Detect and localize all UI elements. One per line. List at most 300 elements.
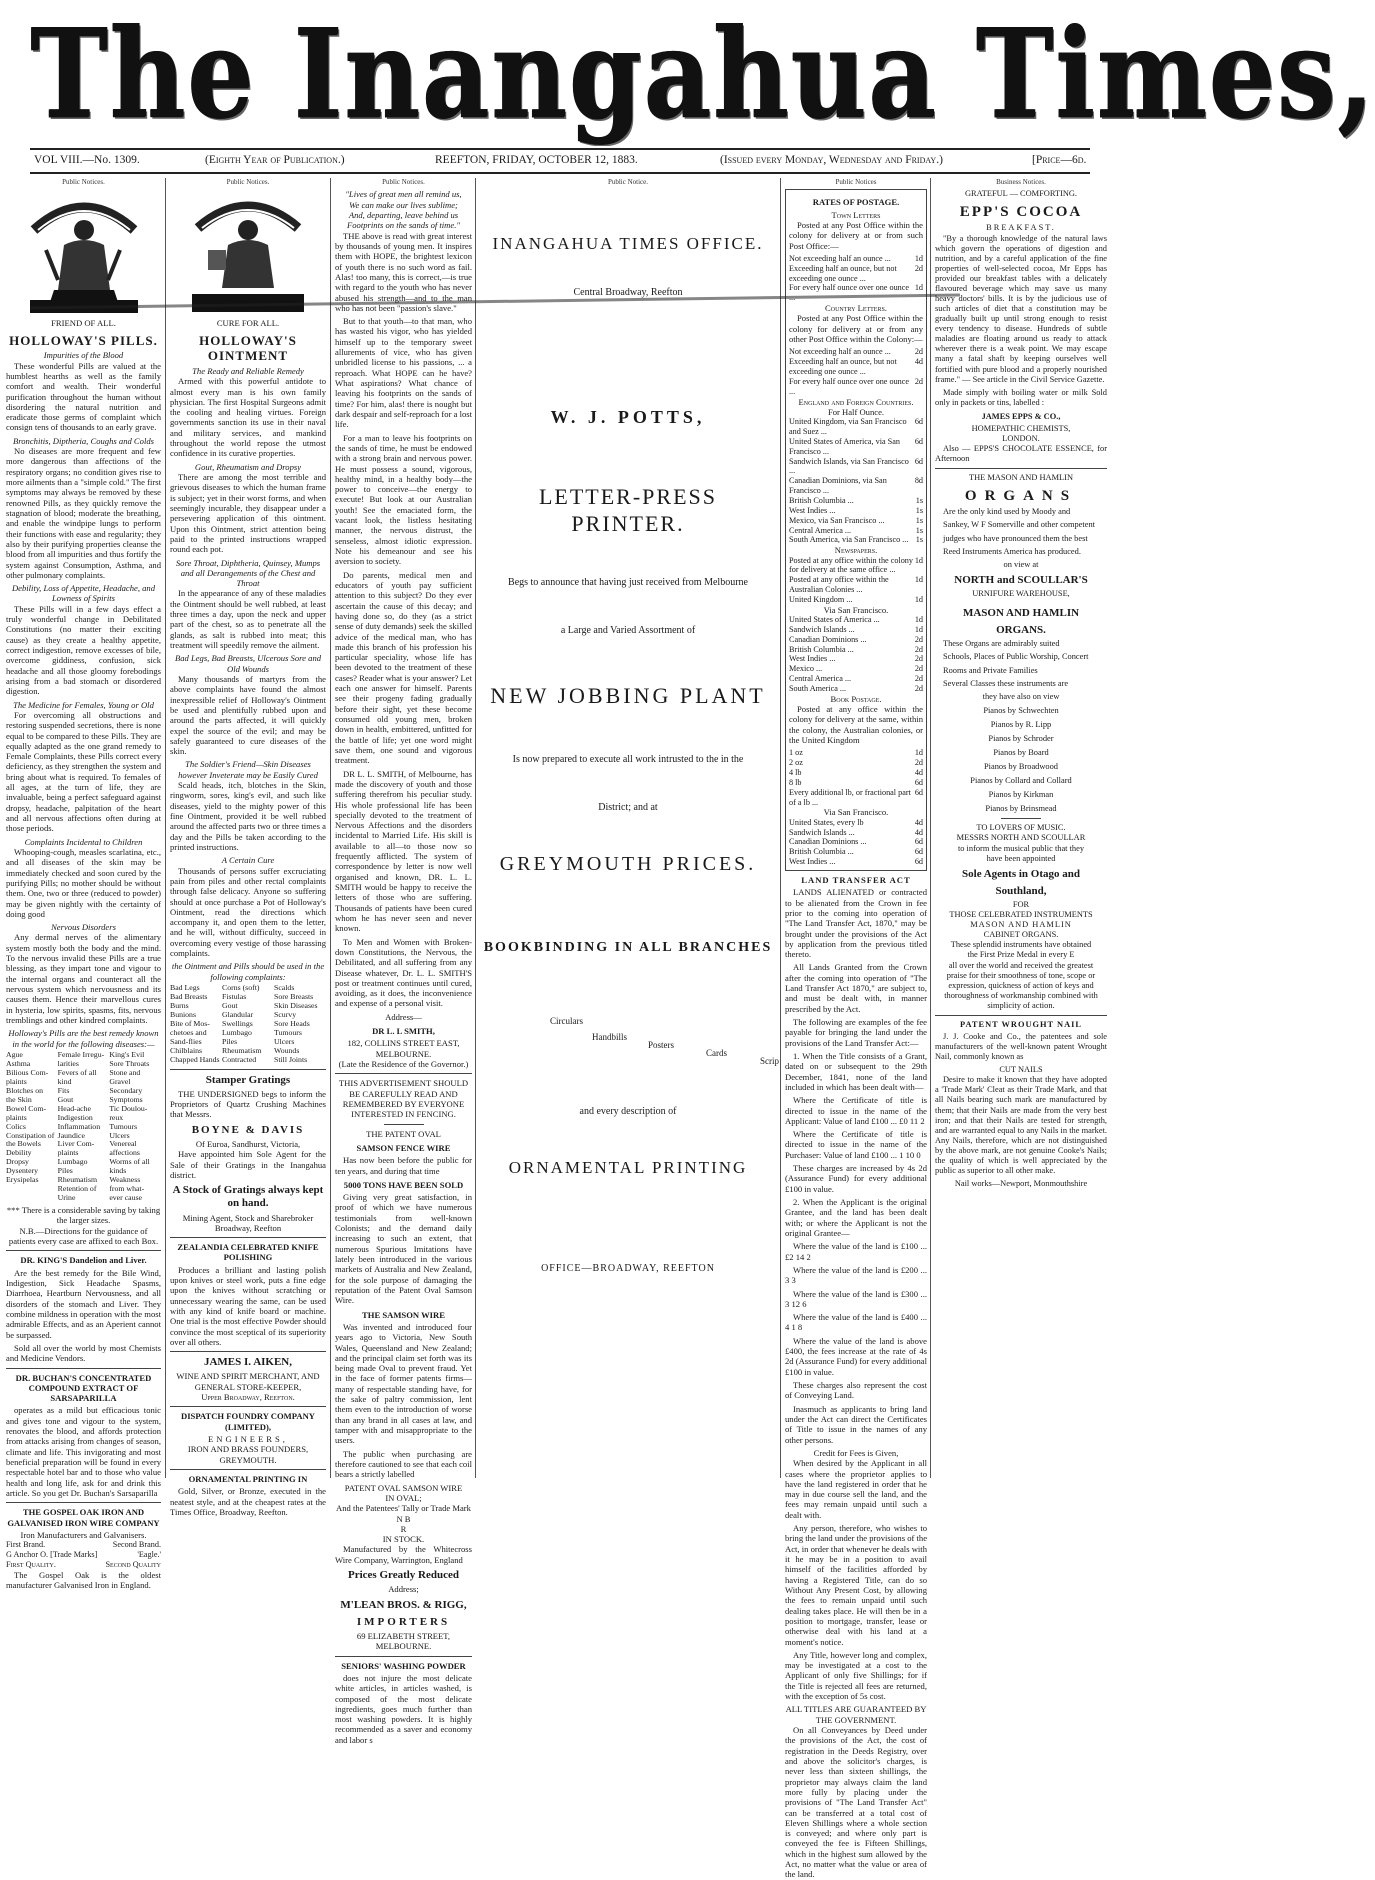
ornamental-printing-headline: ORNAMENTAL PRINTING bbox=[508, 1158, 748, 1178]
ad-paragraph: Manufactured by the Whitecross Wire Company, Warrington, England bbox=[335, 1544, 472, 1565]
list-item: Retention of bbox=[57, 1184, 97, 1194]
aiken-address: Upper Broadway, Reefton. bbox=[201, 1392, 295, 1403]
dispatch-body: IRON AND BRASS FOUNDERS, bbox=[187, 1444, 309, 1455]
postage-title: RATES OF POSTAGE. bbox=[812, 197, 900, 208]
list-item: Blotches on bbox=[6, 1085, 44, 1095]
dr-king-title: DR. KING'S Dandelion and Liver. bbox=[20, 1255, 147, 1266]
rate-value: 1d bbox=[914, 555, 923, 565]
list-item: ever cause bbox=[109, 1193, 143, 1203]
ad-paragraph: Several Classes these instruments are bbox=[943, 678, 1069, 688]
rate-value: 2d bbox=[914, 683, 923, 693]
ad-paragraph: The public when purchasing are therefore cautioned to see that each coil bears a strictly labelled bbox=[335, 1448, 472, 1480]
land-paragraph: These charges also represent the cost of Conveying Land. bbox=[785, 1380, 927, 1401]
rate-value: 2d bbox=[914, 644, 923, 654]
list-item: Burns bbox=[170, 1000, 189, 1010]
ad-divider bbox=[170, 1237, 326, 1238]
epps-city: LONDON. bbox=[1002, 434, 1040, 444]
rate-label: Canadian Dominions ... bbox=[789, 837, 867, 847]
list-item: Skin Diseases bbox=[274, 1000, 318, 1010]
list-item: Rheumatism bbox=[222, 1045, 262, 1055]
trade-mark-letters: N B bbox=[396, 1513, 411, 1524]
piano-item: Pianos by Collard and Collard bbox=[970, 776, 1072, 786]
list-item: kinds bbox=[109, 1166, 127, 1176]
rate-label: 8 lb bbox=[789, 777, 802, 787]
dr-smith-name: DR L. L SMITH, bbox=[372, 1026, 435, 1037]
rate-value: 1s bbox=[915, 496, 923, 506]
land-transfer-title: LAND TRANSFER ACT bbox=[801, 874, 911, 885]
rate-value: 6d bbox=[914, 847, 923, 857]
epps-cocoa-title: EPP'S COCOA bbox=[959, 204, 1083, 221]
masthead bbox=[30, 0, 1375, 148]
piano-item: Pianos by R. Lipp bbox=[990, 719, 1052, 729]
list-item: Sand-flies bbox=[170, 1036, 202, 1046]
every-description: and every description of bbox=[579, 1106, 677, 1118]
rate-label: 4 lb bbox=[789, 768, 802, 778]
gospel-oak-sub: Iron Manufacturers and Galvanisers. bbox=[20, 1529, 147, 1540]
rate-value: 1s bbox=[915, 505, 923, 515]
rate-row bbox=[789, 748, 923, 758]
rates-newspaper-sf bbox=[789, 615, 923, 694]
issue-info-line bbox=[30, 150, 1090, 170]
list-item: kind bbox=[57, 1076, 72, 1086]
north-scoullar-name: NORTH and SCOULLAR'S bbox=[954, 573, 1088, 586]
land-paragraph: Any person, therefore, who wishes to bring the land under the provisions of the Act, in order that whenever he deals with it he may be in a position to avail himself of the facilities afforded by having a Registered Title, can do so Without Any Present Cost, by allowing the fees to remain unpaid until such dealing takes place. He will then be in a position to mortgage, transfer, lease or otherwise deal with his land at a moment's notice. bbox=[785, 1523, 928, 1647]
rate-label: Not exceeding half an ounce ... bbox=[789, 347, 891, 357]
holloway-pills-emblem bbox=[24, 190, 144, 315]
list-item: plaints bbox=[57, 1148, 79, 1158]
holloway-ointment-title: HOLLOWAY'S OINTMENT bbox=[199, 332, 297, 364]
list-item: Indigestion bbox=[57, 1112, 93, 1122]
messrs-line: MESSRS NORTH AND SCOULLAR bbox=[956, 833, 1086, 843]
rate-row bbox=[789, 768, 923, 778]
list-item: plaints bbox=[6, 1112, 27, 1122]
rate-value: 6d bbox=[914, 436, 923, 446]
poem-line: And, departing, leave behind us bbox=[348, 210, 459, 221]
ad-paragraph: Desire to make it known that they have adopted a 'Trade Mark' Cleat as their Trade Mark, and that all Nails bearing such mark are manufactured by them; that their Nails are made from the very best iron; and that their Nails are tested for strength, and are warranted equal to any Nails in the market. Any Nails, therefore, which are not distinguished by the above mark, are not genuine Cooke's Nails; the quality of which is well appreciated by the public as superior to all other make. bbox=[935, 1075, 1107, 1176]
land-paragraph: These charges are increased by 4s 2d (Assurance Fund) for every additional £100 in value. bbox=[785, 1163, 927, 1194]
list-item: Bite of Mos- bbox=[170, 1018, 210, 1028]
rate-value: 2d bbox=[914, 758, 923, 768]
list-item: chetoes and bbox=[170, 1027, 207, 1037]
ad-paragraph: Giving very great satisfaction, in proof of which we have numerous testimonials from well-known Colonists; and the demand daily increasing to such an extent, that numerous Spurious Imitations have lately been introduced in the various markets of Australia and New Zealand, for the sole purpose of damaging the reputation of the Patent Oval Samson Wire. bbox=[335, 1192, 472, 1306]
column-rule bbox=[475, 178, 476, 1478]
ad-paragraph: Sankey, W F Somerville and other competent bbox=[943, 520, 1095, 530]
list-item: Bowel Com- bbox=[6, 1103, 47, 1113]
importers-label: IMPORTERS bbox=[356, 1615, 451, 1628]
list-item: Fits bbox=[57, 1085, 70, 1095]
list-item: the Skin bbox=[6, 1094, 32, 1104]
ad-divider bbox=[935, 468, 1107, 469]
list-item bbox=[6, 1185, 58, 1194]
dispatch-foundry-title: DISPATCH FOUNDRY COMPANY (LIMITED), bbox=[180, 1411, 315, 1432]
list-item: Scurvy bbox=[274, 1009, 297, 1019]
ad-paragraph: Rooms and Private Families bbox=[943, 665, 1038, 675]
column-heading: Business Notices. bbox=[996, 178, 1046, 186]
list-item: Secondary bbox=[109, 1085, 143, 1095]
on-view: on view at bbox=[1003, 559, 1039, 569]
list-item: Urine bbox=[57, 1193, 76, 1203]
piano-item: Pianos by Brinsmead bbox=[985, 804, 1057, 814]
prices-reduced: Prices Greatly Reduced bbox=[348, 1569, 459, 1582]
piano-item: Pianos by Board bbox=[993, 748, 1049, 757]
mason-head: THE MASON AND HAMLIN bbox=[969, 473, 1073, 483]
rate-label: United States, every lb bbox=[789, 817, 864, 827]
list-item: Chilblains bbox=[170, 1045, 203, 1055]
land-paragraph: When desired by the Applicant in all cases where the proprietor applies to have the land registered in order that he may in due course sell the land, and the fees may remain unpaid until such a dealt with. bbox=[785, 1458, 927, 1520]
column-rule bbox=[930, 178, 931, 1478]
ad-divider bbox=[170, 1351, 326, 1352]
fencing-notice: THIS ADVERTISEMENT SHOULD BE CAREFULLY READ AND REMEMBERED BY EVERYONE INTERESTED IN FENCING. bbox=[338, 1078, 469, 1120]
rate-row bbox=[789, 615, 923, 625]
list-item: Worms of all bbox=[109, 1157, 150, 1167]
gratings-stock-headline: A Stock of Gratings always kept on hand. bbox=[172, 1184, 324, 1210]
guarantee-line: ALL TITLES ARE GUARANTEED BY THE GOVERNMENT. bbox=[785, 1704, 927, 1725]
rate-value: 6d bbox=[914, 417, 923, 427]
ad-paragraph: judges who have pronounced them the best bbox=[943, 533, 1088, 543]
ad-divider bbox=[170, 1069, 326, 1070]
ad-line: to inform the musical public that they bbox=[957, 843, 1085, 853]
ad-paragraph: Made simply with boiling water or milk Sold only in packets or tins, labelled : bbox=[935, 387, 1107, 407]
article-paragraph: Do parents, medical men and educators of youth pay sufficient attention to this subject? Do they ever ascertain the cause of this decay; and having done so, do they (as a strict sense of duty demands) seek the skilled advice of the medical man, who has made this branch of his profession his particular speciality, whose life has been devoted to the treatment of these cases? Reader what is your answer? Let each one answer for himself. Parents see their progeny fading gradually before their sight, yet these become consumed old young men, broken down in health, embittered, unfitted for the battle of life; yet one word might save them, one sound and vigorous treatment. bbox=[335, 569, 472, 766]
rate-label: British Columbia ... bbox=[789, 496, 854, 506]
ad-paragraph: There are among the most terrible and grievous diseases to which the human frame is subject; yet in their worst forms, and when seemingly incurable, they disappear under a persevering application of this ointment. Upon this Ointment, strict attention being paid to the printed instructions wrapped round each pot. bbox=[170, 472, 326, 555]
list-item: Tumours bbox=[109, 1121, 138, 1131]
ad-paragraph: THE UNDERSIGNED begs to inform the Proprietors of Quartz Crushing Machines that Messrs. bbox=[170, 1088, 326, 1120]
print-type: Cards bbox=[706, 1048, 727, 1059]
rate-value: 1s bbox=[915, 515, 923, 525]
list-item: Dropsy bbox=[6, 1157, 29, 1167]
list-item: Sore Breasts bbox=[274, 991, 314, 1001]
list-item: Piles bbox=[57, 1166, 73, 1176]
gospel-oak-title: THE GOSPEL OAK IRON AND GALVANISED IRON WIRE COMPANY bbox=[7, 1507, 160, 1528]
saving-note: *** There is a considerable saving by taking the larger sizes. bbox=[6, 1205, 161, 1226]
rate-row bbox=[789, 526, 923, 536]
ad-paragraph: "By a thorough knowledge of the natural laws which govern the operations of digestion and nutrition, and by a careful application of the fine properties of well-selected cocoa, Mr Epps has provided our breakfast tables with a delicately flavoured beverage which may save us many heavy doctors' bills. It is by the judicious use of such articles of diet that a constitution may be gradually built up until strong enough to resist every tendency to disease. Hundreds of subtle maladies are floating around us ready to attack wherever there is a weak point. We may escape many a fatal shaft by keeping ourselves well fortified with pure blood and a properly nourished frame." — See article in the Civil Service Gazette. bbox=[935, 233, 1107, 384]
column-business-notices bbox=[935, 178, 1107, 1478]
newspaper-title: The Inangahua Times, bbox=[30, 0, 1375, 146]
section-subhead: Bad Legs, Bad Breasts, Ulcerous Sore and Old Wounds bbox=[174, 653, 322, 674]
column-holloway-pills bbox=[6, 178, 161, 1591]
ad-paragraph: Are the best remedy for the Bile Wind, Indigestion, Sick Headache Spasms, Diarrhoea, Heartburn Nervousness, and all disorders of the stomach and Liver. They combine mildness in operation with the most admirable Effects, and as an Aperient cannot be surpassed. bbox=[6, 1267, 161, 1340]
section-subhead: Sore Throat, Diphtheria, Quinsey, Mumps and all Derangements of the Chest and Throat bbox=[175, 557, 321, 589]
print-type: Scrip bbox=[760, 1056, 779, 1067]
rate-row bbox=[789, 674, 923, 684]
ad-line: praise for their smoothness of tone, scope or bbox=[946, 970, 1096, 980]
ad-paragraph: Many thousands of martyrs from the above complaints have found the almost inexpressible relief of Holloway's Ointment be used and plentifully rubbed upon and around the parts affected, it will quickly expel the source of the evil; and may be safely guaranteed to cure diseases of the skin. bbox=[170, 673, 326, 757]
article-paragraph: For a man to leave his footprints on the sands of time, he must be endowed with a strong brain and nervous power. He must possess a sound, vigorous, healthy mind, in a healthy body—the power to conceive—the energy to execute! But look at our Australian youth! See the emaciated form, the vacant look, the listless hesitating manner, the nervous distrust, the senseless, almost idiotic expression. Note his demeanour and see his aversion to society. bbox=[335, 432, 472, 567]
list-item: Corns (soft) bbox=[222, 983, 260, 993]
rate-value: 2d bbox=[914, 376, 923, 386]
article-paragraph: DR L. L. SMITH, of Melbourne, has made the discovery of youth and those suffering therefrom his peculiar study. His whole professional life has been specially devoted to the treatment of Nervous Affections and the disorders incidental to Married Life. His skill is available to all—to those now so frequently afflicted. The system of correspondence by letter is now well organised and known, DR. L. L. SMITH would be happy to receive the letters of those who are suffering. Thousands of patients have been cured whom he has never seen and never known. bbox=[335, 768, 472, 934]
seated-figure-emblem-icon bbox=[24, 190, 144, 315]
column-rule bbox=[330, 178, 331, 1478]
rate-row bbox=[789, 818, 923, 828]
land-paragraph: Where the value of the land is £200 ... 3 3 bbox=[785, 1264, 927, 1286]
rate-value: 6d bbox=[914, 456, 923, 466]
list-item: Still Joints bbox=[274, 1054, 308, 1064]
land-paragraph: On all Conveyances by Deed under the provisions of the Act, the cost of registration in the Deeds Registry, over and above the solicitor's charges, is never less than sixteen shillings, the proprietor may always claim the land more fully by placing under the provisions of "The Land Transfer Act" can be transferred at a total cost of Eleven Shillings where a whole section is conveyed; and where only part is conveyed the fee is Fifteen Shillings, which in the highest sum allowed by the Act, no matter what the value or area of the land. bbox=[785, 1725, 927, 1880]
piano-item: Pianos by Broadwood bbox=[984, 762, 1058, 772]
rate-row bbox=[789, 645, 923, 655]
ad-divider bbox=[6, 1502, 161, 1503]
rate-label: 2 oz bbox=[789, 758, 803, 768]
list-item: Tumours bbox=[274, 1027, 302, 1037]
rate-label: Posted at any office within the colony for delivery at the same office ... bbox=[789, 555, 913, 575]
aiken-title: JAMES I. AIKEN, bbox=[203, 1356, 293, 1369]
rate-value: 4d bbox=[914, 357, 923, 367]
rate-label: Exceeding half an ounce, but not exceeding one ounce ... bbox=[789, 263, 897, 283]
list-item: Gout bbox=[57, 1094, 74, 1104]
ad-divider bbox=[6, 1368, 161, 1369]
list-item: Lumbago bbox=[222, 1027, 252, 1037]
postage-subhead: England and Foreign Countries. bbox=[798, 396, 914, 407]
postage-subhead: Country Letters. bbox=[825, 303, 887, 314]
rate-value: 6d bbox=[914, 857, 923, 867]
rate-label: Exceeding half an ounce, but not exceeding one ounce ... bbox=[789, 357, 897, 377]
rate-row bbox=[789, 417, 923, 437]
ad-paragraph: Produces a brilliant and lasting polish upon knives or steel work, puts a fine edge upon the knives without scratching or unnecessary wearing the same, can be used with any kind of knife board or machine. One trial is the most effective Powder should convince the most sceptical of its superiority over all others. bbox=[170, 1264, 326, 1347]
land-paragraph: Where the Certificate of title is directed to issue in the name of the Applicant: Value of land £100 ... £0 11 2 bbox=[785, 1095, 927, 1126]
for-label: FOR bbox=[1012, 900, 1030, 910]
rate-label: Sandwich Islands, via San Francisco ... bbox=[789, 456, 909, 476]
ad-paragraph: Any dermal nerves of the alimentary system mostly both the body and the mind. To the nervous invalid these Pills are a true blessing, as they impart tone and vigour to the internal organs and counteract all the nervous system which nervousness and its causes them. Hence their marvellous cures in hysteria, low spirits, spasms, fits, nervous tremblings and other kindred complaints. bbox=[6, 932, 161, 1025]
directions-note: N.B.—Directions for the guidance of patients every case are affixed to each Box. bbox=[8, 1225, 159, 1247]
list-item: Debility bbox=[6, 1148, 32, 1158]
postage-subhead: For Half Ounce. bbox=[827, 406, 885, 417]
fence-subtitle: THE PATENT OVAL bbox=[366, 1128, 441, 1139]
dr-smith-note: (Late the Residence of the Governor.) bbox=[338, 1059, 469, 1070]
dateline: REEFTON, FRIDAY, OCTOBER 12, 1883. bbox=[435, 154, 638, 166]
in-oval: IN OVAL; bbox=[385, 1492, 422, 1503]
list-item: Symptoms bbox=[109, 1094, 143, 1104]
emblem-caption: CURE FOR ALL. bbox=[216, 318, 280, 329]
rates-foreign bbox=[789, 417, 923, 545]
rate-value: 1d bbox=[914, 624, 923, 634]
rate-label: United Kingdom, via San Francisco and Suez ... bbox=[789, 417, 907, 437]
rate-row bbox=[789, 758, 923, 768]
land-paragraph: Where the value of the land is £300 ... 3 12 6 bbox=[785, 1288, 927, 1309]
rates-book-sf bbox=[789, 818, 923, 867]
rate-value: 1d bbox=[914, 615, 923, 625]
list-item: Liver Com- bbox=[57, 1139, 95, 1149]
ad-paragraph: Are the only kind used by Moody and bbox=[943, 507, 1071, 517]
rate-value: 2d bbox=[914, 654, 923, 664]
ad-line: expression, quickness of action of keys and bbox=[948, 980, 1094, 990]
rate-label: Canadian Dominions ... bbox=[789, 634, 867, 644]
quality-label: First Quality. bbox=[6, 1559, 56, 1569]
jobbing-plant-headline: NEW JOBBING PLANT bbox=[490, 683, 766, 709]
seniors-washing-title: SENIORS' WASHING POWDER bbox=[341, 1660, 466, 1671]
poem-line: "Lives of great men all remind us, bbox=[345, 189, 462, 200]
holloway-ointment-emblem bbox=[188, 190, 308, 315]
postage-subhead: Town Letters bbox=[831, 209, 881, 220]
list-item: Weakness bbox=[109, 1175, 141, 1185]
column-rule bbox=[165, 178, 166, 1478]
mclean-address: 69 ELIZABETH STREET, MELBOURNE. bbox=[356, 1630, 451, 1652]
ad-paragraph: The Gospel Oak is the oldest manufacturer Galvanised Iron in England. bbox=[6, 1569, 161, 1591]
trade-mark-letter: R bbox=[400, 1523, 407, 1534]
list-item: affections bbox=[109, 1148, 140, 1158]
print-type: Circulars bbox=[550, 1016, 583, 1027]
times-office-headline: INANGAHUA TIMES OFFICE. bbox=[492, 234, 764, 254]
article-paragraph: THE above is read with great interest by thousands of young men. It inspires them with HOPE, the brightest lexicon of youth there is no such word as fail. Alas! too many, this is correct,—is true with regard to the youth who has never abused his strength—and to the man who has not been "passion's slave." bbox=[335, 230, 472, 313]
ad-paragraph: J. J. Cooke and Co., the patentees and sole manufacturers of the well-known patent Wrought Nail, commonly known as bbox=[935, 1032, 1107, 1062]
trade-mark: 'Eagle.' bbox=[137, 1550, 161, 1560]
rate-value: 1d bbox=[914, 253, 923, 263]
rate-value: 2d bbox=[914, 664, 923, 674]
rate-value: 1d bbox=[914, 575, 923, 585]
patent-nail-title: PATENT WROUGHT NAIL bbox=[960, 1019, 1082, 1029]
begs-announce: Begs to announce that having just received from Melbourne bbox=[508, 577, 748, 589]
land-paragraph: Where the value of the land is £400 ... 4 1 8 bbox=[785, 1312, 927, 1333]
list-item: Head-ache bbox=[57, 1103, 91, 1113]
list-item: from what- bbox=[109, 1184, 145, 1194]
list-item: Bad Legs bbox=[170, 983, 200, 993]
quality-label: Second Quality bbox=[105, 1559, 161, 1569]
rate-label: West Indies ... bbox=[789, 505, 836, 515]
rate-row bbox=[789, 457, 923, 477]
section-subhead: Impurities of the Blood bbox=[43, 350, 124, 361]
ad-paragraph: Sold all over the world by most Chemists and Medicine Vendors. bbox=[6, 1342, 161, 1364]
rate-label: Posted at any office within the Australian Colonies ... bbox=[789, 575, 889, 595]
diseases-list bbox=[6, 1051, 161, 1203]
rate-value: 4d bbox=[914, 827, 923, 837]
rate-value: 2d bbox=[914, 263, 923, 273]
land-paragraph: Where the value of the land is £100 ... £2 14 2 bbox=[785, 1241, 927, 1262]
rate-row bbox=[789, 625, 923, 635]
rate-label: South America ... bbox=[789, 683, 847, 693]
mason-hamlin-caps: MASON AND HAMLIN bbox=[970, 920, 1072, 930]
rate-label: Not exceeding half an ounce ... bbox=[789, 253, 891, 263]
section-subhead: Nervous Disorders bbox=[51, 922, 116, 933]
southland: Southland, bbox=[995, 884, 1047, 897]
rate-row bbox=[789, 847, 923, 857]
article-paragraph: To Men and Women with Broken-down Constitutions, the Nervous, the Debilitated, and all suffering from any Disease whatever, Dr. L. L. SMITH'S post or treatment continues until cured, avoiding, as it does, the inconvenience and expense of a personal visit. bbox=[335, 936, 472, 1009]
ad-paragraph: Also — EPPS'S CHOCOLATE ESSENCE, for Afternoon bbox=[935, 444, 1107, 464]
column-heading: Public Notices. bbox=[382, 178, 425, 186]
dr-buchan-title: DR. BUCHAN'S CONCENTRATED COMPOUND EXTRACT OF SARSAPARILLA bbox=[15, 1372, 152, 1404]
rate-row bbox=[789, 264, 923, 284]
rate-label: Every additional lb, or fractional part of a lb ... bbox=[789, 787, 911, 807]
ad-paragraph: Thousands of persons suffer excruciating pain from piles and other rectal complaints through false delicacy. Anyone so suffering should at once purchase a Pot of Holloway's Ointment, read the directions which accompany it, and open them to the letter, and he will, without difficulty, succeed in overcoming every vestige of those harassing complaints. bbox=[170, 865, 326, 959]
ad-divider bbox=[335, 1656, 472, 1657]
list-item: Ulcers bbox=[274, 1036, 295, 1046]
list-item: larities bbox=[57, 1058, 79, 1068]
boyne-davis-location: Of Euroa, Sandhurst, Victoria, bbox=[195, 1138, 301, 1149]
rate-row bbox=[789, 506, 923, 516]
rate-value: 2d bbox=[914, 674, 923, 684]
ad-paragraph: Schools, Places of Public Worship, Concert bbox=[943, 652, 1089, 662]
ad-line: the First Prize Medal in every E bbox=[967, 950, 1075, 960]
rate-label: British Columbia ... bbox=[789, 644, 854, 654]
postage-subhead: Book Postage. bbox=[830, 693, 882, 704]
list-item: Chapped Hands bbox=[170, 1054, 220, 1064]
list-item: Scalds bbox=[274, 983, 295, 993]
ad-line: have been appointed bbox=[986, 853, 1056, 863]
dr-smith-city: MELBOURNE. bbox=[375, 1048, 432, 1059]
land-paragraph: Where the value of the land is above £400, the fees increase at the rate of 4s 2d (Assurance Fund) for every additional £100 in value. bbox=[785, 1335, 927, 1377]
poem-line: We can make our lives sublime; bbox=[349, 199, 458, 210]
also-view: they have also on view bbox=[982, 691, 1060, 701]
rate-row bbox=[789, 654, 923, 664]
postage-box bbox=[785, 189, 927, 871]
greymouth-prices: GREYMOUTH PRICES. bbox=[499, 852, 757, 875]
cut-nails: CUT NAILS bbox=[999, 1065, 1043, 1075]
list-item: plaints bbox=[6, 1076, 27, 1086]
rate-row bbox=[789, 357, 923, 377]
ad-divider bbox=[384, 1124, 424, 1125]
ad-paragraph: does not injure the most delicate white articles, in articles washed, is composed of the most delicate ingredients, goes much further than most washing powders. It is highly recommended as a saver and economy and labor s bbox=[335, 1672, 472, 1745]
rate-value: 6d bbox=[914, 837, 923, 847]
volume-number: VOL VIII.—No. 1309. bbox=[34, 154, 140, 166]
column-heading: Public Notices. bbox=[62, 178, 105, 186]
land-paragraph: 1. When the Title consists of a Grant, dated on or subsequent to the 29th December, 1841, none of the land included in which has been dealt with— bbox=[785, 1050, 927, 1092]
postage-paragraph: Posted at any office within the colony for delivery at the same, within the colony, the Australian colonies, or the United Kingdom bbox=[789, 704, 923, 746]
masthead-rule-bottom bbox=[30, 172, 1090, 174]
list-item: Lumbago bbox=[57, 1157, 88, 1167]
rate-label: Central America ... bbox=[789, 674, 852, 684]
column-holloway-ointment bbox=[170, 178, 326, 1517]
rate-value: 1d bbox=[914, 594, 923, 604]
land-paragraph: The following are examples of the fee payable for bringing the land under the provisions of the Land Transfer Act:— bbox=[785, 1017, 927, 1048]
column-postage-rates bbox=[785, 178, 928, 1880]
seated-figure-emblem-icon bbox=[188, 190, 308, 315]
list-item: Erysipelas bbox=[6, 1175, 39, 1185]
list-item: Fevers of all bbox=[57, 1067, 97, 1077]
rate-value: 1d bbox=[914, 283, 923, 293]
list-item: Sore Throats bbox=[109, 1058, 150, 1068]
holloway-pills-title: HOLLOWAY'S PILLS. bbox=[9, 332, 158, 348]
office-footer: OFFICE—BROADWAY, REEFTON bbox=[541, 1262, 715, 1274]
samson-fence-title: SAMSON FENCE WIRE bbox=[356, 1142, 451, 1153]
list-item: Contracted bbox=[222, 1054, 257, 1064]
rate-label: Sandwich Islands ... bbox=[789, 827, 855, 837]
dispatch-location: GREYMOUTH. bbox=[219, 1454, 277, 1465]
zealandia-title: ZEALANDIA CELEBRATED KNIFE POLISHING bbox=[177, 1242, 319, 1263]
rate-value: 6d bbox=[914, 787, 923, 797]
rate-row bbox=[789, 535, 923, 545]
ad-paragraph: These wonderful Pills are valued at the humblest hearths as well as the family comfort and wealth. Their wonderful purification throughout the human without disordering the natural nutrition and eradicate those germs of complaint which consign tens of thousands to an early grave. bbox=[6, 360, 161, 433]
gratings-footer: Mining Agent, Stock and Sharebroker Broadway, Reefton bbox=[182, 1212, 314, 1233]
column-printer-ad bbox=[480, 178, 779, 1478]
column-heading: Public Notices. bbox=[226, 178, 270, 186]
furniture-warehouse: URNIFURE WAREHOUSE, bbox=[972, 588, 1070, 598]
brand-label: Second Brand. bbox=[112, 1540, 161, 1550]
rate-row bbox=[789, 476, 923, 496]
list-item: Piles bbox=[222, 1036, 238, 1046]
list-item: Gravel bbox=[109, 1076, 131, 1086]
rate-value: 4d bbox=[914, 817, 923, 827]
postage-paragraph: Posted at any Post Office within the colony for delivery at or from any other Post Office within the Colony:— bbox=[789, 313, 923, 345]
rate-row bbox=[789, 254, 923, 264]
rate-value: 6d bbox=[914, 777, 923, 787]
ad-paragraph: In the appearance of any of these maladies the Ointment should be well rubbed, at least three times a day, upon the neck and upper part of the chest, so as to penetrate all the glands, as salt is rubbed into meat; this treatment will speedily remove the ailment. bbox=[170, 588, 326, 651]
list-item: Glandular bbox=[222, 1009, 254, 1019]
ad-paragraph: These Organs are admirably suited bbox=[943, 639, 1060, 649]
land-paragraph: LANDS ALIENATED or contracted to be alienated from the Crown in fee prior to the coming into operation of "The Land Transfer Act, 1870," may be brought under the provisions of the Act by application from the previous titled thereto. bbox=[785, 887, 927, 960]
list-item: Female Irregu- bbox=[57, 1049, 105, 1059]
list-item: Swellings bbox=[222, 1018, 253, 1028]
section-subhead: Gout, Rheumatism and Dropsy bbox=[194, 461, 302, 472]
patent-oval-label: PATENT OVAL SAMSON WIRE bbox=[344, 1482, 463, 1493]
ad-divider bbox=[170, 1406, 326, 1407]
list-item: Bunions bbox=[170, 1009, 196, 1019]
rate-row bbox=[789, 437, 923, 457]
cabinet-organs: CABINET ORGANS. bbox=[983, 930, 1059, 940]
article-paragraph: But to that youth—to that man, who has wasted his vigor, who has yielded himself up to the temporary sweet allurements of vice, who has given unbridled license to his passions, ... a reproach. What HOPE can he have? What aspirations? What chance of leaving his footprints on the sands of time? For him, alas! there is nought but dark despair and self-reproach for a lost life. bbox=[335, 316, 472, 430]
ad-paragraph: Has now been before the public for ten years, and during that time bbox=[335, 1155, 472, 1176]
ad-line: all over the world and received the greatest bbox=[948, 960, 1094, 970]
